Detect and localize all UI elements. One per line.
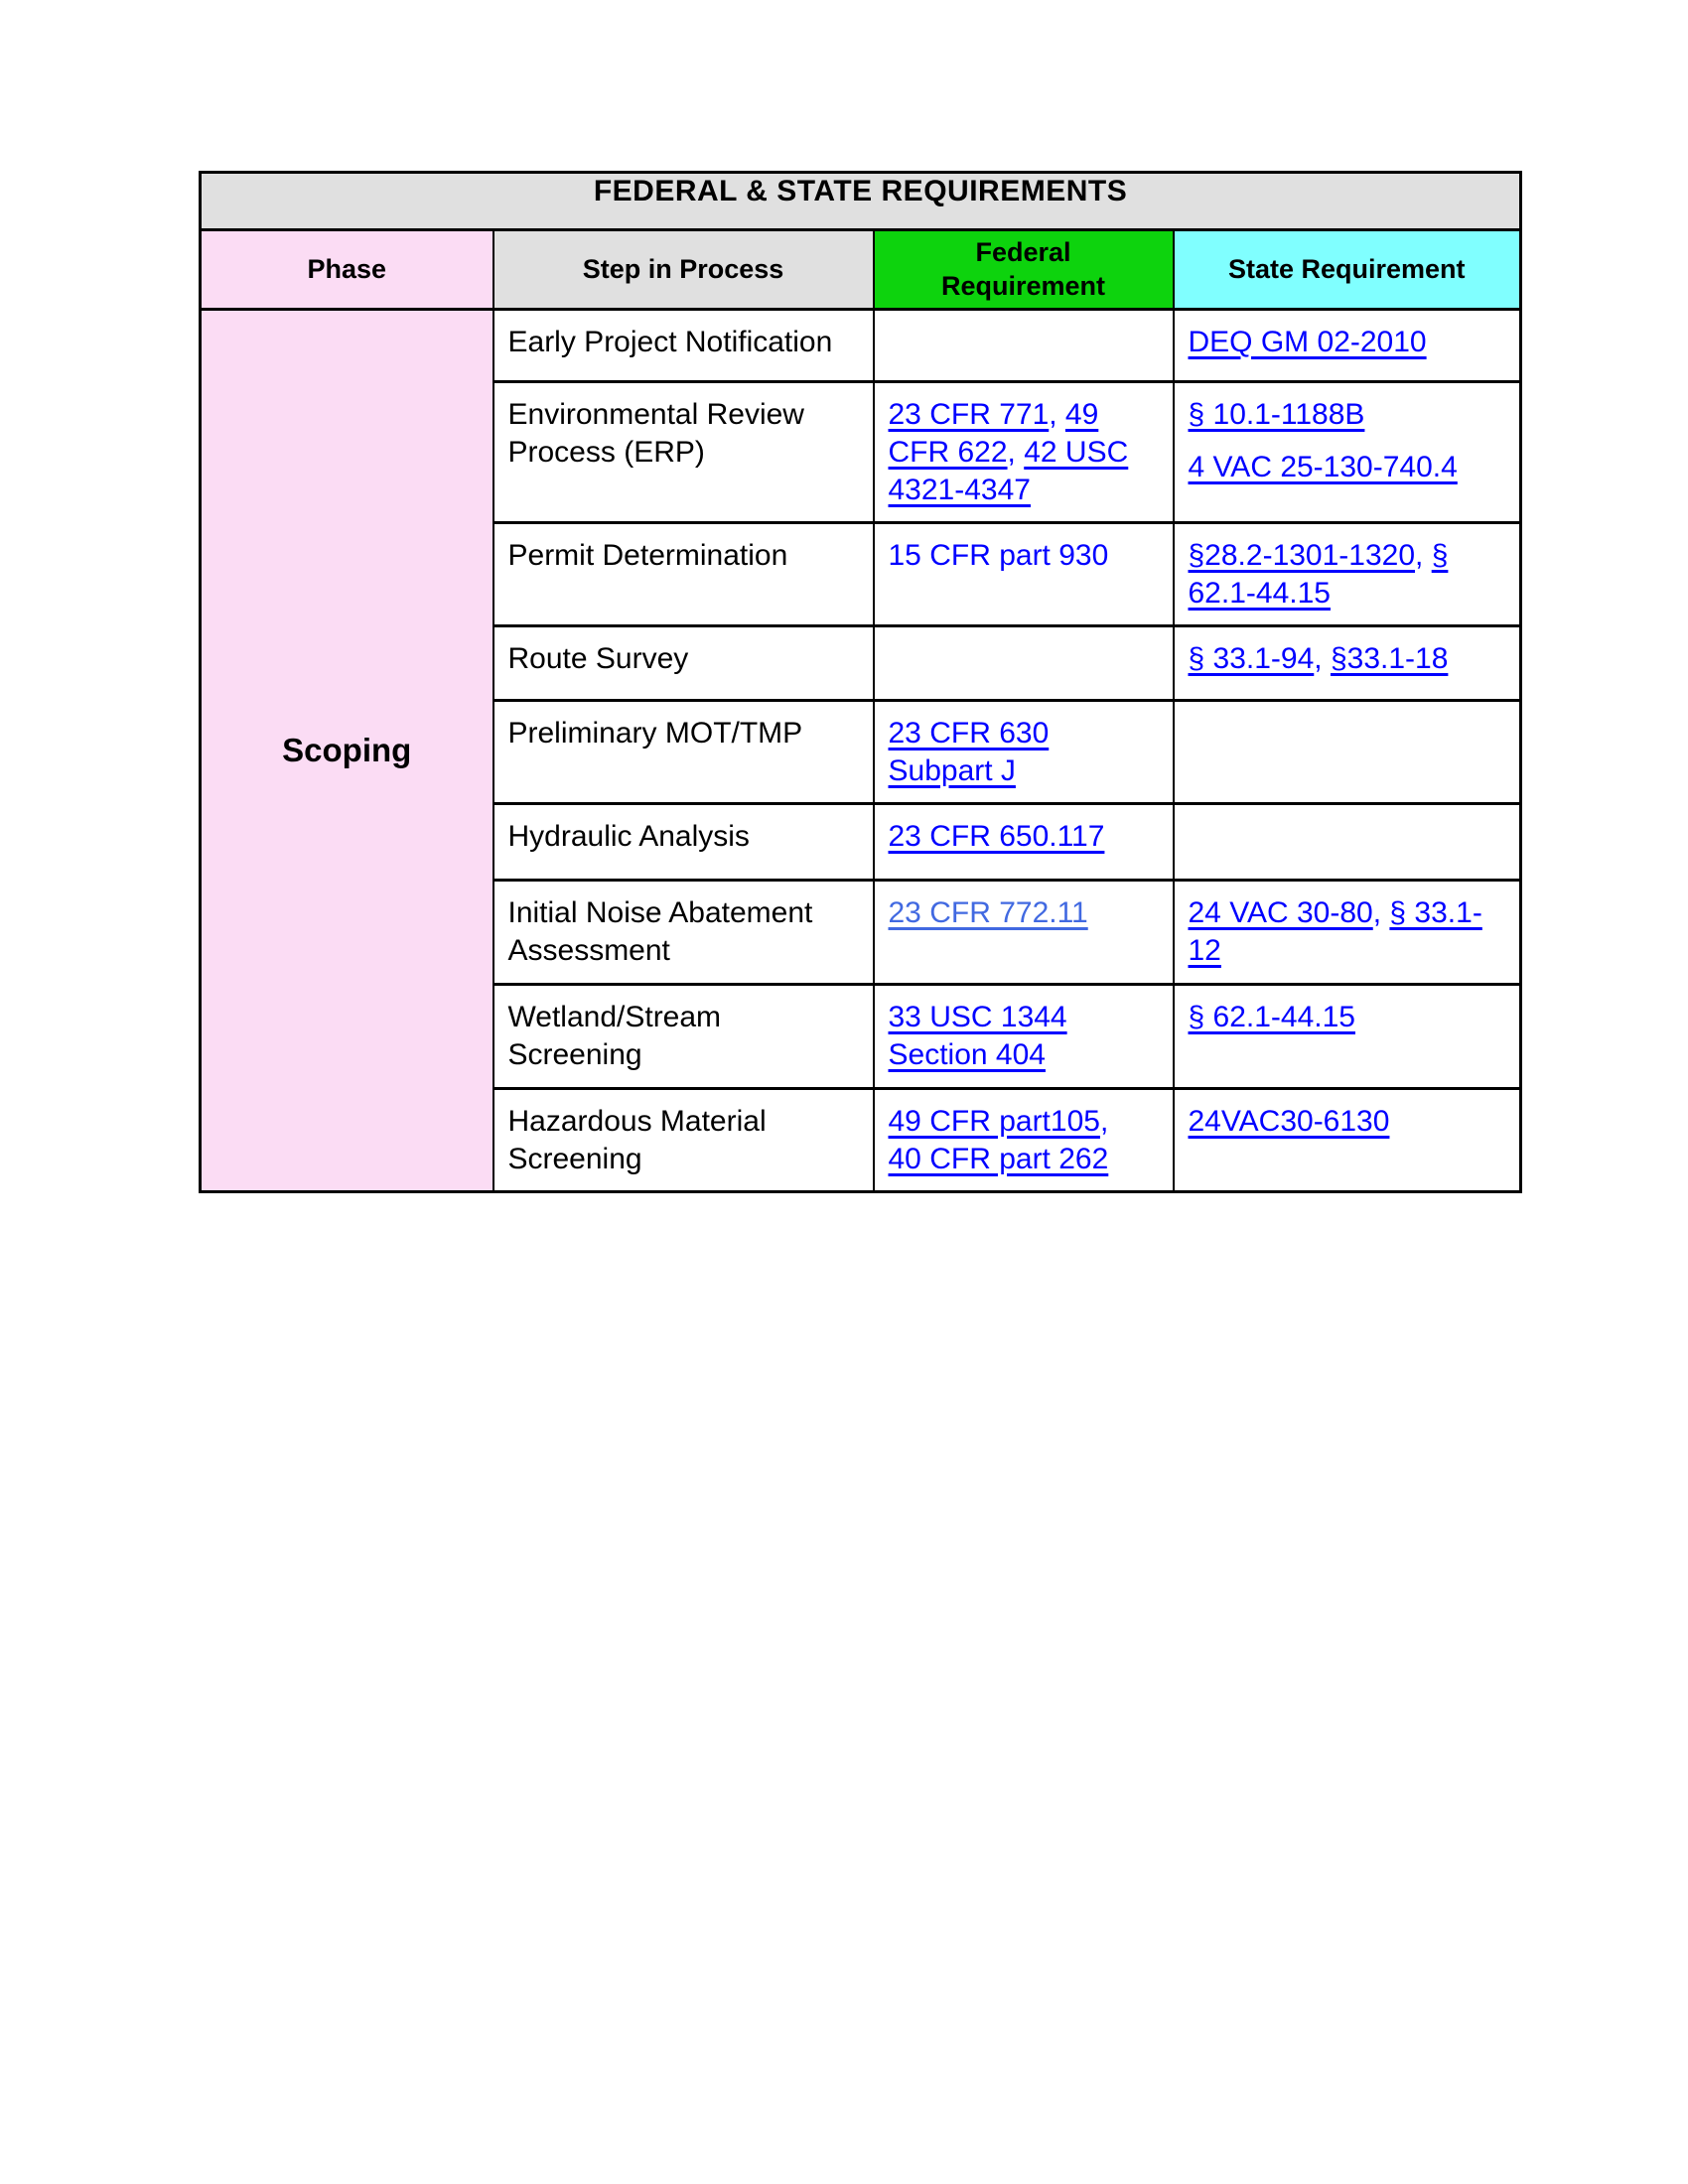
requirements-table	[199, 171, 1522, 1193]
step-cell	[493, 382, 874, 523]
federal-requirement-cell	[874, 382, 1174, 523]
requirement-link[interactable]: 23 CFR 630 Subpart J	[888, 717, 1050, 787]
cell-text	[889, 894, 1149, 932]
text-separator: ,	[1099, 1105, 1109, 1138]
text-separator: 15 CFR part 930	[888, 539, 1109, 572]
text-separator: ,	[1314, 642, 1331, 675]
step-label: Environmental Review Process (ERP)	[507, 398, 804, 469]
step-label: Permit Determination	[507, 539, 788, 572]
requirement-link[interactable]: § 10.1-1188B	[1188, 398, 1365, 431]
requirement-link[interactable]: 42 USC 4321-4347	[888, 436, 1129, 506]
step-cell	[493, 523, 874, 626]
text-separator: ,	[1415, 539, 1432, 572]
step-label: Hazardous Material Screening	[507, 1105, 767, 1175]
state-requirement-cell	[1174, 523, 1521, 626]
table-title-row	[201, 173, 1521, 230]
cell-text	[1189, 537, 1508, 613]
state-requirement-cell	[1174, 701, 1521, 804]
federal-requirement-cell	[874, 985, 1174, 1089]
step-label: Hydraulic Analysis	[507, 820, 750, 853]
cell-text	[1189, 1103, 1508, 1141]
requirement-link[interactable]: 49 CFR part105	[888, 1105, 1100, 1138]
requirement-link[interactable]: 33 USC 1344 Section 404	[888, 1001, 1067, 1071]
step-cell	[493, 985, 874, 1089]
table-title: FEDERAL & STATE REQUIREMENTS	[201, 173, 1521, 230]
cell-text	[1189, 894, 1508, 970]
requirement-link[interactable]: § 33.1-94	[1188, 642, 1315, 675]
column-header-label: Federal Requirement	[940, 236, 1106, 301]
table-row	[201, 310, 1521, 382]
federal-requirement-cell	[874, 701, 1174, 804]
requirement-link[interactable]: § 62.1-44.15	[1188, 539, 1449, 610]
text-separator: ,	[1007, 436, 1025, 469]
cell-text	[889, 537, 1149, 575]
federal-requirement-cell	[874, 1089, 1174, 1192]
phase-label: Scoping	[282, 732, 412, 768]
cell-text	[1189, 396, 1508, 434]
requirement-link[interactable]: 49 CFR 622	[888, 398, 1099, 469]
requirement-link[interactable]: §28.2-1301-1320	[1188, 539, 1416, 572]
cell-text	[1189, 999, 1508, 1036]
column-header-label: State Requirement	[1227, 253, 1466, 284]
state-requirement-cell	[1174, 804, 1521, 881]
cell-text	[889, 1103, 1149, 1178]
requirement-link[interactable]: 24VAC30-6130	[1188, 1105, 1390, 1138]
requirement-link[interactable]: 23 CFR 650.117	[888, 820, 1105, 853]
step-label: Preliminary MOT/TMP	[507, 717, 803, 750]
step-label: Early Project Notification	[507, 326, 833, 358]
step-cell	[493, 310, 874, 382]
column-header-phase	[201, 230, 493, 310]
step-cell	[493, 804, 874, 881]
step-cell	[493, 881, 874, 985]
state-requirement-cell	[1174, 382, 1521, 523]
column-header-label: Phase	[307, 253, 387, 284]
federal-requirement-cell	[874, 626, 1174, 701]
step-label: Wetland/Stream Screening	[507, 1001, 722, 1071]
step-cell	[493, 1089, 874, 1192]
federal-requirement-cell	[874, 310, 1174, 382]
requirement-link[interactable]: DEQ GM 02-2010	[1188, 326, 1427, 358]
text-separator: ,	[1372, 896, 1390, 929]
column-header-step-in-process	[493, 230, 874, 310]
requirement-link[interactable]: 23 CFR 771	[888, 398, 1050, 431]
column-header-state-requirement	[1174, 230, 1521, 310]
requirement-link[interactable]: § 33.1-12	[1188, 896, 1482, 967]
state-requirement-cell	[1174, 310, 1521, 382]
cell-text	[889, 818, 1149, 856]
step-cell	[493, 701, 874, 804]
column-header-row	[201, 230, 1521, 310]
requirement-link[interactable]: § 62.1-44.15	[1188, 1001, 1355, 1033]
requirement-link[interactable]: 23 CFR 772.11	[888, 896, 1088, 929]
cell-text	[1189, 324, 1508, 361]
requirement-link[interactable]: 40 CFR part 262	[888, 1143, 1109, 1175]
step-label: Route Survey	[507, 642, 689, 675]
cell-text	[1189, 640, 1508, 678]
requirement-link[interactable]: §33.1-18	[1330, 642, 1449, 675]
step-label: Initial Noise Abatement Assessment	[507, 896, 813, 967]
federal-requirement-cell	[874, 881, 1174, 985]
cell-text	[889, 715, 1149, 790]
column-header-label: Step in Process	[582, 253, 784, 284]
cell-text	[1189, 449, 1508, 486]
state-requirement-cell	[1174, 1089, 1521, 1192]
federal-requirement-cell	[874, 804, 1174, 881]
state-requirement-cell	[1174, 626, 1521, 701]
requirement-link[interactable]: 4 VAC 25-130-740.4	[1188, 451, 1458, 483]
state-requirement-cell	[1174, 881, 1521, 985]
cell-text	[889, 396, 1149, 509]
phase-cell-scoping	[201, 310, 493, 1192]
requirement-link[interactable]: 24 VAC 30-80	[1188, 896, 1373, 929]
state-requirement-cell	[1174, 985, 1521, 1089]
step-cell	[493, 626, 874, 701]
federal-requirement-cell	[874, 523, 1174, 626]
column-header-federal-requirement	[874, 230, 1174, 310]
text-separator: ,	[1049, 398, 1065, 431]
cell-text	[889, 999, 1149, 1074]
table-body	[201, 310, 1521, 1192]
